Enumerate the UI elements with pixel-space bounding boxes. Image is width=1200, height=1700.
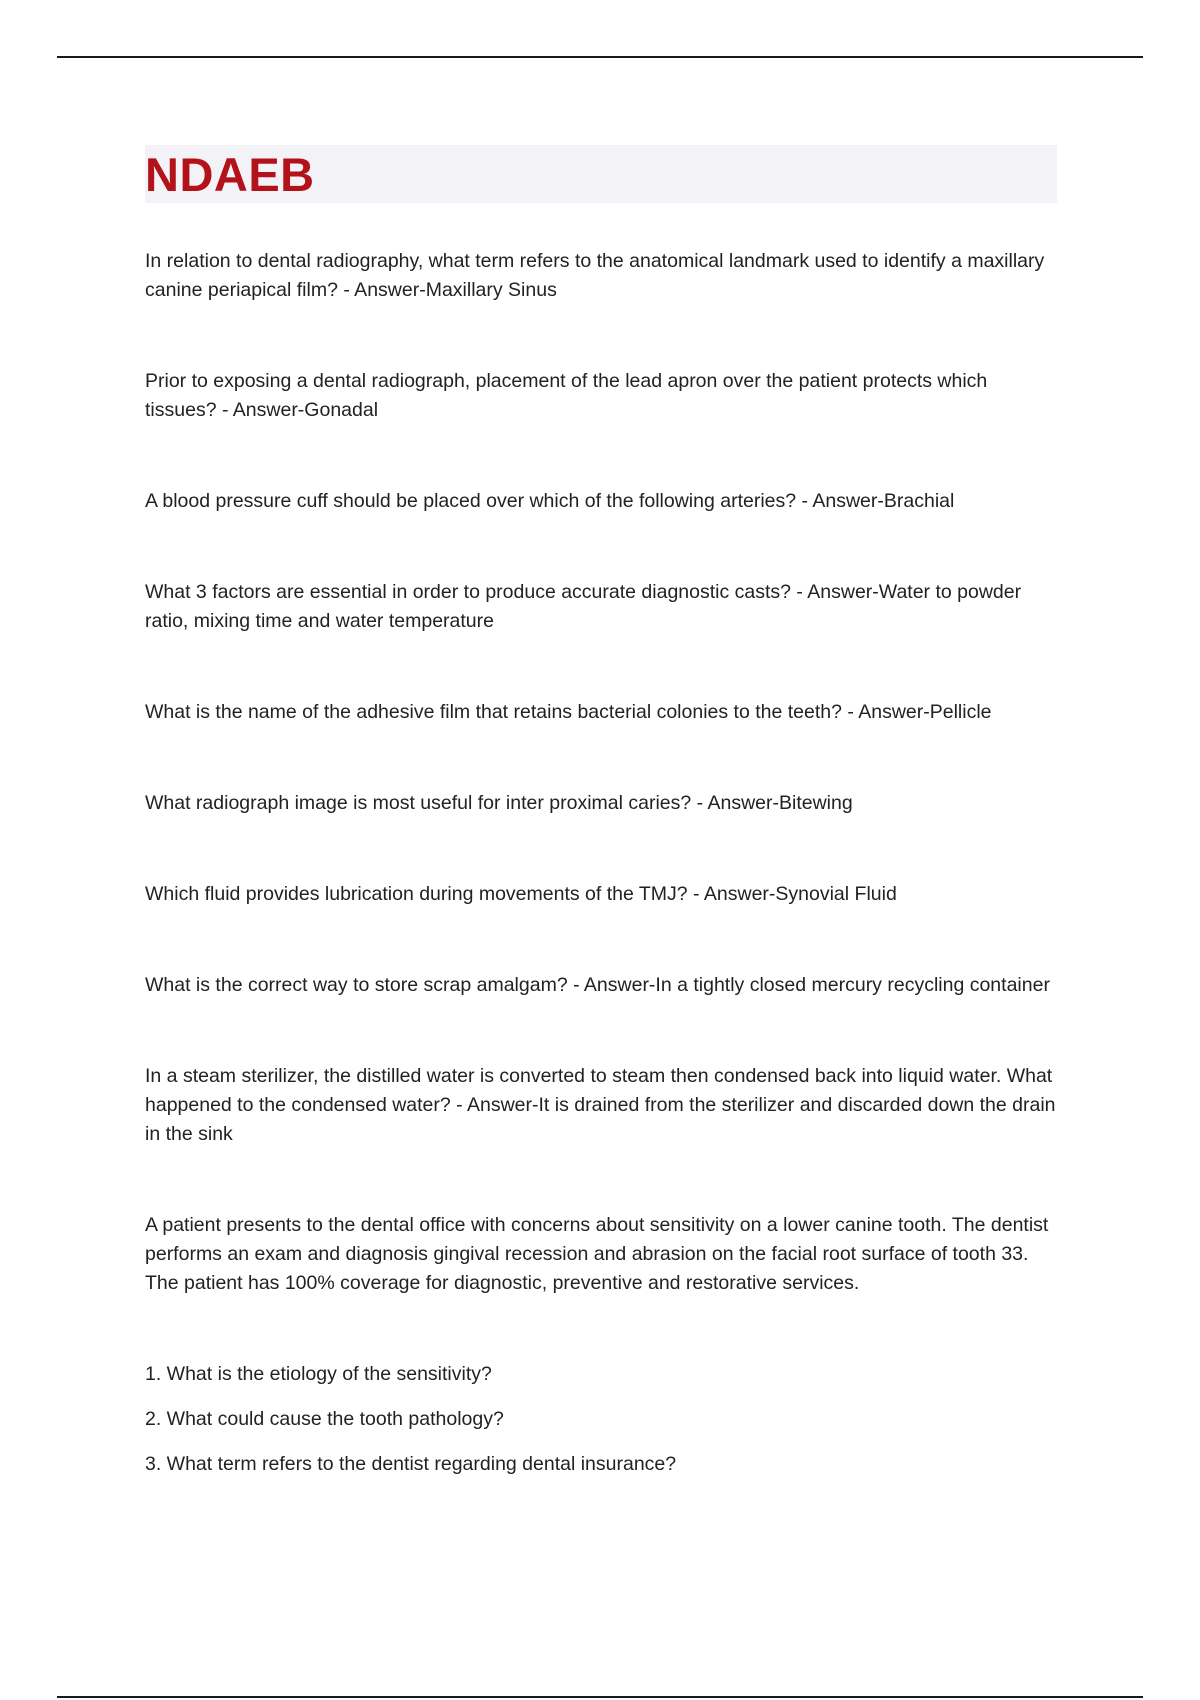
qa-item: Prior to exposing a dental radiograph, placement of the lead apron over the patient protects which tissues? - Answer-Gonadal (145, 370, 988, 421)
sub-question: 3. What term refers to the dentist regarding dental insurance? (145, 1453, 677, 1475)
document-title: NDAEB (145, 147, 315, 201)
qa-item: What is the name of the adhesive film that retains bacterial colonies to the teeth? - Answer-Pellicle (145, 701, 992, 723)
qa-item: In a steam sterilizer, the distilled water is converted to steam then condensed back into liquid water. What happened to the condensed water? - Answer-It is drained from the sterilizer and discarded down the drain in the sink (145, 1065, 1056, 1145)
qa-item: A patient presents to the dental office with concerns about sensitivity on a lower canine tooth. The dentist performs an exam and diagnosis gingival recession and abrasion on the facial root surface of tooth 33. The patient has 100% coverage for diagnostic, preventive and restorative services. (145, 1214, 1049, 1294)
title-band (145, 145, 1057, 203)
bottom-rule (57, 1696, 1143, 1698)
qa-item: What 3 factors are essential in order to produce accurate diagnostic casts? - Answer-Water to powder ratio, mixing time and water temperature (145, 581, 1022, 632)
qa-item: In relation to dental radiography, what term refers to the anatomical landmark used to identify a maxillary canine periapical film? - Answer-Maxillary Sinus (145, 250, 1045, 301)
qa-item: What is the correct way to store scrap amalgam? - Answer-In a tightly closed mercury recycling container (145, 974, 1050, 996)
top-rule (57, 56, 1143, 58)
sub-question: 2. What could cause the tooth pathology? (145, 1408, 504, 1430)
sub-question: 1. What is the etiology of the sensitivity? (145, 1363, 492, 1385)
qa-item: A blood pressure cuff should be placed over which of the following arteries? - Answer-Brachial (145, 490, 955, 512)
qa-item: What radiograph image is most useful for inter proximal caries? - Answer-Bitewing (145, 792, 853, 814)
qa-item: Which fluid provides lubrication during movements of the TMJ? - Answer-Synovial Fluid (145, 883, 897, 905)
page-content (145, 145, 1057, 1479)
